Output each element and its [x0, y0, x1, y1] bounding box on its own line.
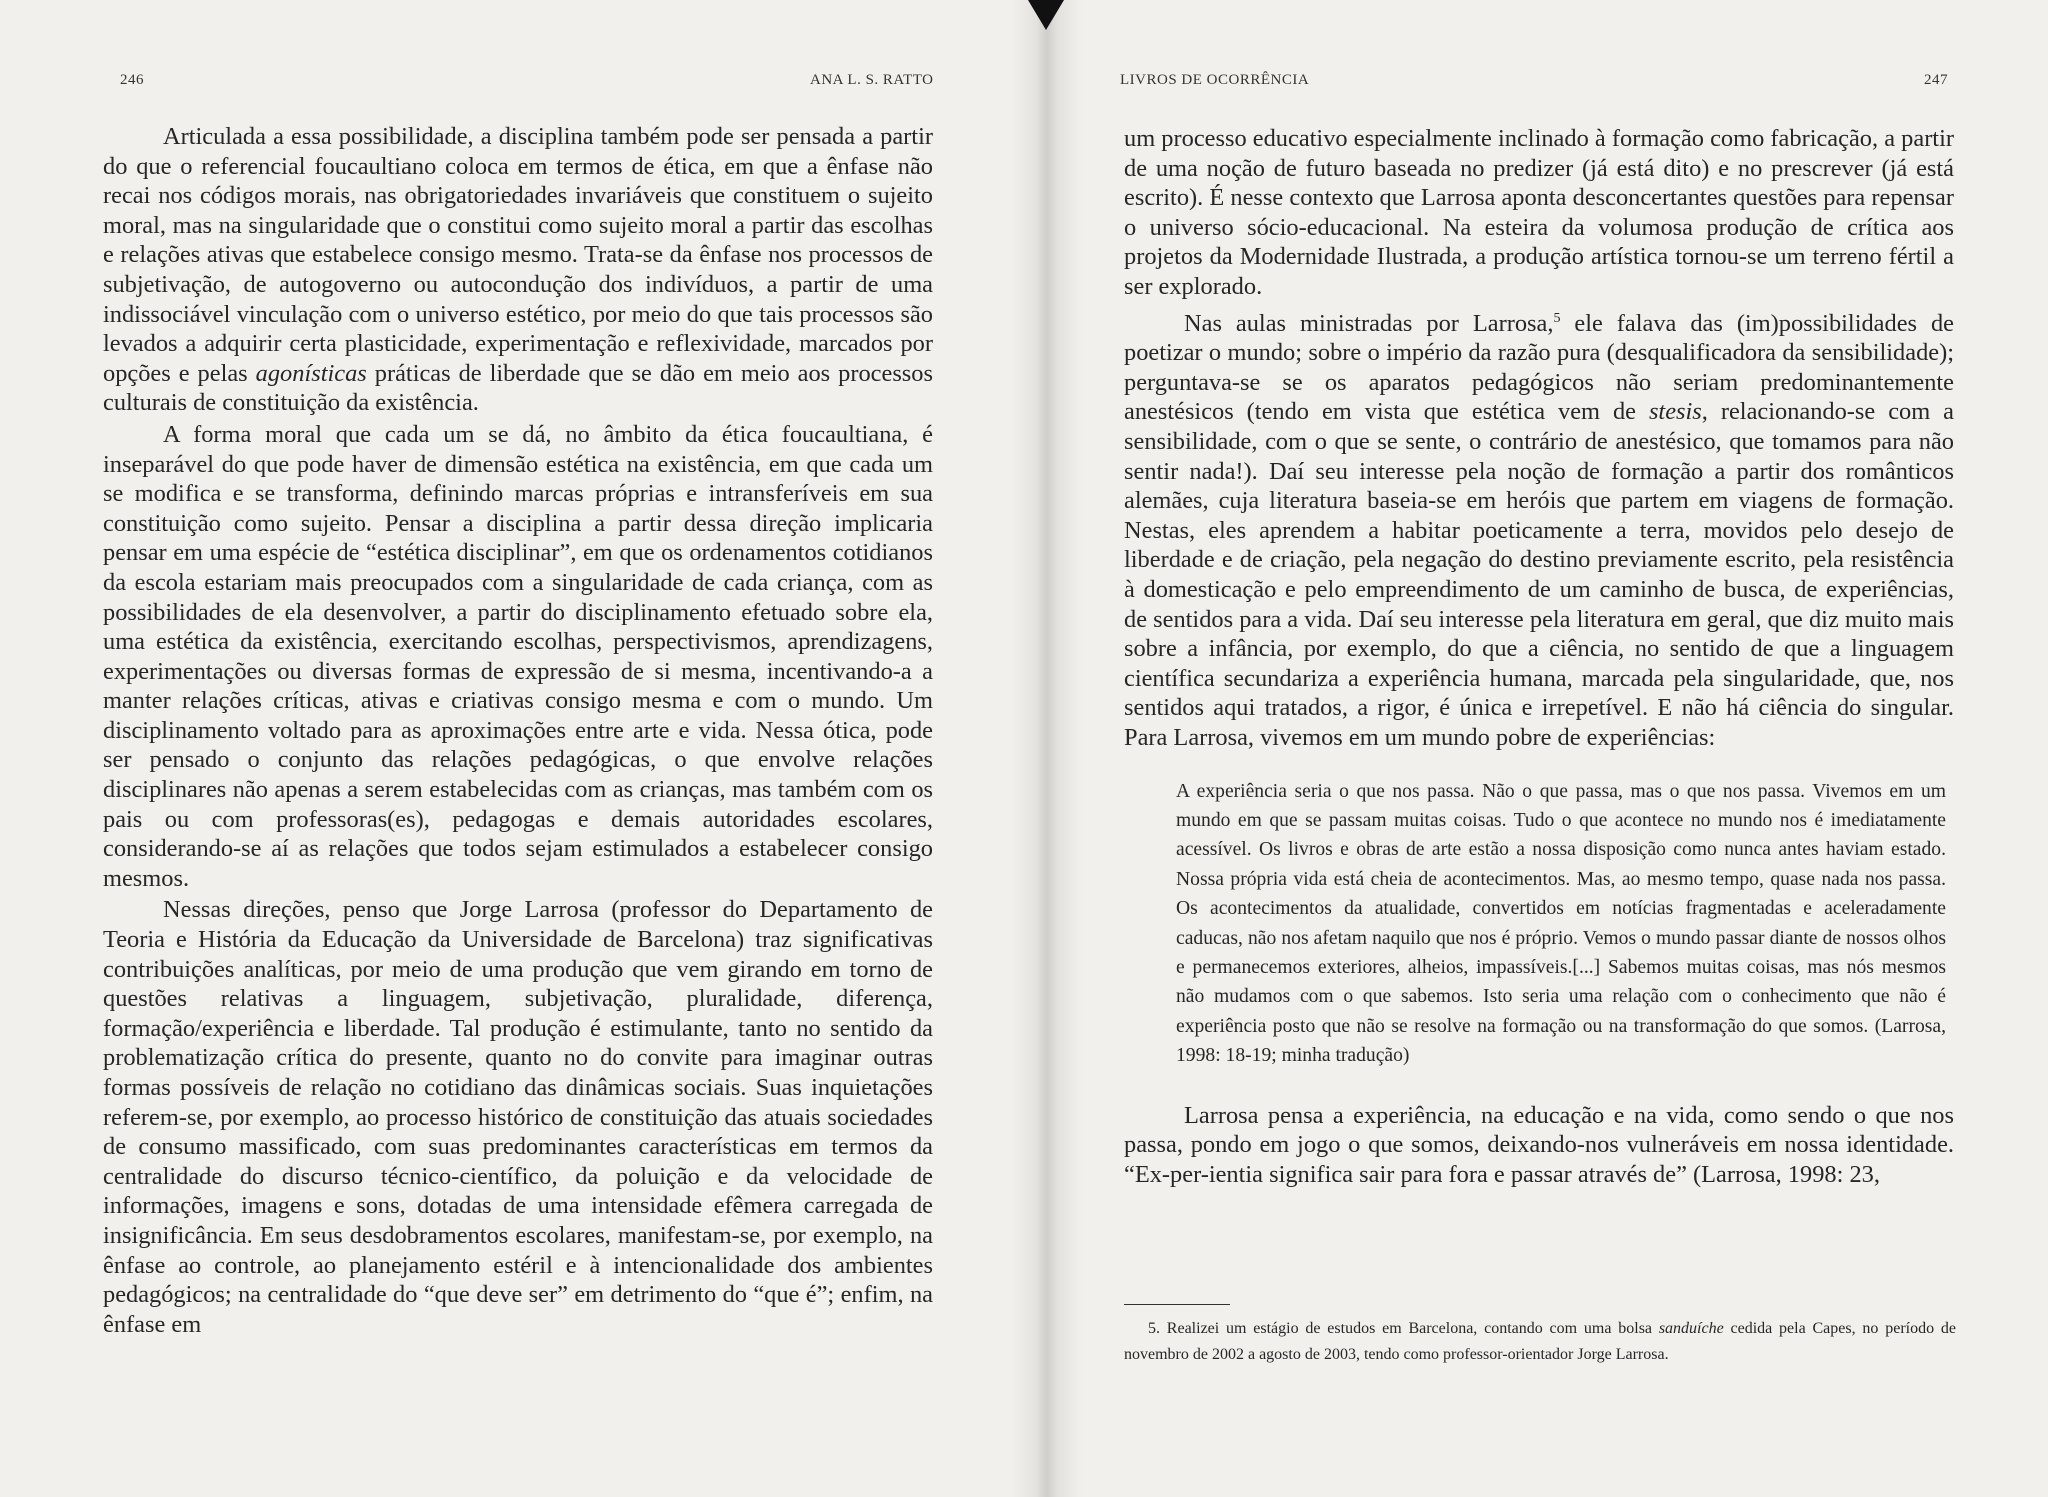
- footnote-text: cedida pela Capes, no período de novembro de 2002 a agosto de 2003, tendo como professor-orientador Jorge Larrosa.: [1124, 1320, 1956, 1363]
- paragraph-text: , relacionando-se com a sensibilidade, com o que se sente, o contrário de anestésico, que tomamos para não sentir nada!). Daí seu interesse pela noção de formação a partir dos românticos alemães, cuja literatura baseia-se em heróis que partem em viagens de formação. Nestas, eles aprendem a habitar poeticamente a terra, movidos pelo desejo de liberdade e de criação, pela negação do destino previamente escrito, pela resistência à domesticação e pelo empreendimento de um caminho de busca, de experiências, de sentidos para a vida. Daí seu interesse pela literatura em geral, que diz muito mais sobre a infância, por exemplo, do que a ciência, no sentido de que a linguagem científica secundariza a experiência humana, marcada pela singularidade, que, nos sentidos aqui tratados, a rigor, é única e irrepetível. E não há ciência do singular. Para Larrosa, vivemos em um mundo pobre de experiências:: [1124, 398, 1954, 751]
- page-fold-shadow: [1028, 0, 1064, 30]
- paragraph: A forma moral que cada um se dá, no âmbito da ética foucaultiana, é inseparável do que pode haver de dimensão estética na existência, em que cada um se modifica e se transforma, definindo marcas próprias e intransferíveis em sua constituição como sujeito. Pensar a disciplina a partir dessa direção implicaria pensar em uma espécie de “estética disciplinar”, em que os ordenamentos cotidianos da escola estariam mais preocupados com a singularidade de cada criança, com as possibilidades de ela desenvolver, a partir do disciplinamento efetuado sobre ela, uma estética da existência, exercitando escolhas, perspectivismos, aprendizagens, experimentações ou diversas formas de expressão de si mesma, incentivando-a a manter relações críticas, ativas e criativas consigo mesma e com o mundo. Um disciplinamento voltado para as aproximações entre arte e vida. Nessa ótica, pode ser pensado o conjunto das relações pedagógicas, o que envolve relações disciplinares não apenas a serem estabelecidas com as crianças, mas também com os pais ou com professoras(es), pedagogas e demais autoridades escolares, considerando-se aí as relações que todos sejam estimulados a estabelecer consigo mesmos.: [103, 420, 933, 892]
- paragraph: Larrosa pensa a experiência, na educação e na vida, como sendo o que nos passa, pondo em jogo o que somos, deixando-nos vulneráveis em nossa identidade. “Ex-per-ientia significa sair para fora e passar através de” (Larrosa, 1998: 23,: [1124, 1101, 1954, 1188]
- footnote: [1124, 1316, 1956, 1368]
- footnote-marker: 5: [1553, 310, 1561, 326]
- right-page: [1082, 0, 2048, 1497]
- running-head: LIVROS DE OCORRÊNCIA: [1120, 72, 1310, 88]
- footnote-divider: [1124, 1304, 1230, 1305]
- running-head: ANA L. S. RATTO: [810, 72, 934, 88]
- italic-term: stesis: [1648, 398, 1702, 426]
- body-text: [1124, 124, 1954, 1189]
- body-text: [103, 122, 933, 1339]
- italic-term: agonísticas: [255, 359, 367, 387]
- footnote-text: 5. Realizei um estágio de estudos em Barcelona, contando com uma bolsa: [1148, 1320, 1659, 1337]
- paragraph: Nessas direções, penso que Jorge Larrosa (professor do Departamento de Teoria e História da Educação da Universidade de Barcelona) traz significativas contribuições analíticas, por meio de uma produção que vem girando em torno de questões relativas a linguagem, subjetivação, pluralidade, diferença, formação/experiência e liberdade. Tal produção é estimulante, tanto no sentido da problematização crítica do presente, quanto no do convite para imaginar outras formas possíveis de relação no cotidiano das dinâmicas sociais. Suas inquietações referem-se, por exemplo, ao processo histórico de constituição das atuais sociedades de consumo massificado, com suas predominantes características em termos da centralidade do discurso técnico-científico, da poluição e da velocidade de informações, imagens e sons, dotadas de uma intensidade efêmera carregada de insignificância. Em seus desdobramentos escolares, manifestam-se, por exemplo, na ênfase ao controle, ao planejamento estéril e à intencionalidade dos ambientes pedagógicos; na centralidade do “que deve ser” em detrimento do “que é”; enfim, na ênfase em: [103, 896, 933, 1338]
- page-number: 246: [120, 72, 144, 88]
- paragraph-text: Nas aulas ministradas por Larrosa,: [1184, 309, 1554, 337]
- paragraph-text: Articulada a essa possibilidade, a disciplina também pode ser pensada a partir do que o referencial foucaultiano coloca em termos de ética, em que a ênfase não recai nos códigos morais, nas obrigatoriedades invariáveis que constituem o sujeito moral, mas na singularidade que o constitui como sujeito moral a partir das escolhas e relações ativas que estabelece consigo mesmo. Trata-se da ênfase nos processos de subjetivação, de autogoverno ou autocondução dos indivíduos, a partir de uma indissociável vinculação com o universo estético, por meio do que tais processos são levados a adquirir certa plasticidade, experimentação e reflexividade, marcados por opções e pelas agonísticas práticas de liberdade que se dão em meio aos processos culturais de constituição da existência.: [103, 123, 933, 417]
- page-number: 247: [1924, 72, 1948, 88]
- paragraph: [103, 122, 933, 418]
- italic-term: sanduíche: [1658, 1320, 1724, 1337]
- block-quote: A experiência seria o que nos passa. Não o que passa, mas o que nos passa. Vivemos em um mundo em que se passam muitas coisas. Tudo o que acontece no mundo nos é imediatamente acessível. Os livros e obras de arte estão a nossa disposição como nunca antes haviam estado. Nossa própria vida está cheia de acontecimentos. Mas, ao mesmo tempo, quase nada nos passa. Os acontecimentos da atualidade, convertidos em notícias fragmentadas e aceleradamente caducas, não nos afetam naquilo que nos é próprio. Vemos o mundo passar diante de nossos olhos e permanecemos exteriores, alheios, impassíveis.[...] Sabemos muitas coisas, mas nós mesmos não mudamos com o que sabemos. Isto seria uma relação com o conhecimento que não é experiência posto que não se resolve na formação ou na transformação do que somos. (Larrosa, 1998: 18-19; minha tradução): [1176, 780, 1946, 1067]
- paragraph: um processo educativo especialmente inclinado à formação como fabricação, a partir de uma noção de futuro baseada no predizer (já está dito) e no prescrever (já está escrito). É nesse contexto que Larrosa aponta desconcertantes questões para repensar o universo sócio-educacional. Na esteira da volumosa produção de crítica aos projetos da Modernidade Ilustrada, a produção artística tornou-se um terreno fértil a ser explorado.: [1124, 125, 1954, 300]
- paragraph: [1124, 304, 1954, 753]
- left-page: [0, 0, 1012, 1497]
- paragraph-text: ele falava das (im)possibilidades de poetizar o mundo; sobre o império da razão pura (desqualificadora da sensibilidade); perguntava-se se os aparatos pedagógicos não seriam predominantemente anestésicos (tendo em vista que estética vem de: [1124, 309, 1955, 426]
- book-gutter: [1012, 0, 1082, 1497]
